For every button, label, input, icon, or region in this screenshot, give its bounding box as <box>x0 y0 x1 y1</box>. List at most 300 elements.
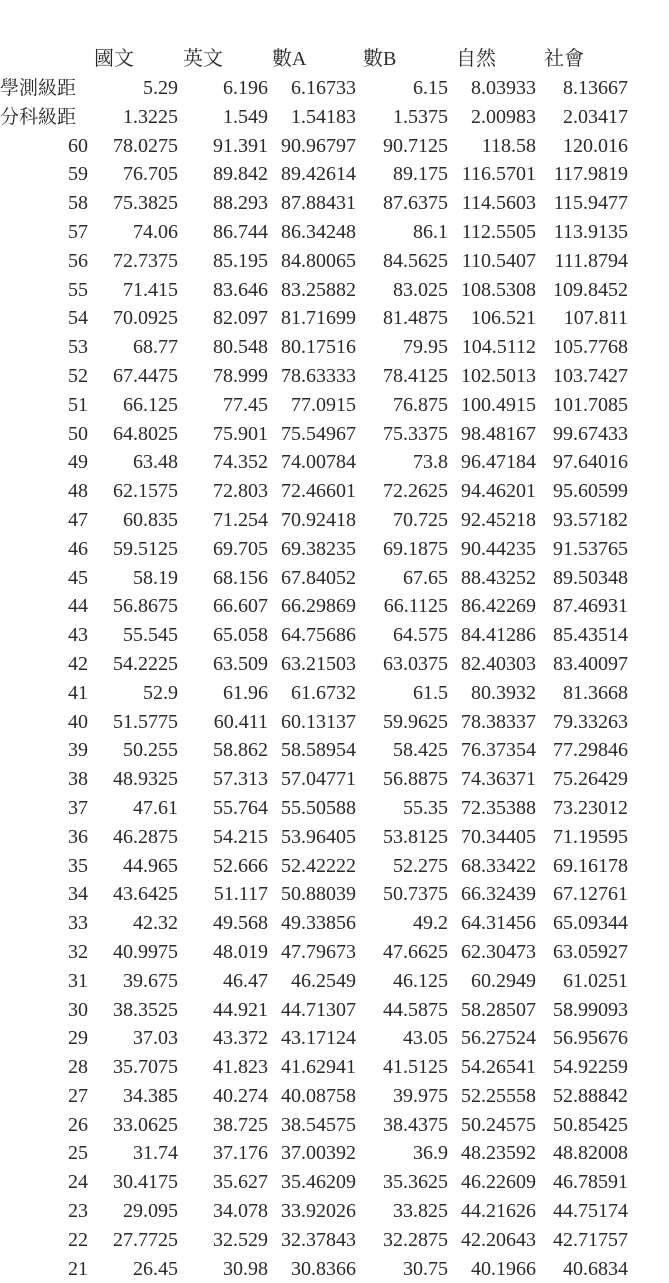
table-cell: 38.725 <box>213 1113 268 1136</box>
table-cell: 52.666 <box>213 854 268 877</box>
table-cell: 70.92418 <box>281 508 356 531</box>
row-label: 25 <box>68 1142 88 1165</box>
table-cell: 75.3825 <box>113 192 178 215</box>
table-cell: 113.9135 <box>553 220 628 243</box>
table-cell: 1.3225 <box>123 105 178 128</box>
table-row <box>0 909 669 938</box>
table-cell: 1.5375 <box>393 105 448 128</box>
table-cell: 120.016 <box>563 134 628 157</box>
table-cell: 44.75174 <box>553 1200 628 1223</box>
table-cell: 68.77 <box>133 336 178 359</box>
row-label: 28 <box>68 1056 88 1079</box>
table-cell: 86.744 <box>213 220 268 243</box>
table-cell: 72.46601 <box>281 480 356 503</box>
table-cell: 86.42269 <box>461 595 536 618</box>
table-cell: 81.3668 <box>563 681 628 704</box>
table-cell: 43.05 <box>403 1027 448 1050</box>
table-cell: 74.352 <box>213 451 268 474</box>
table-cell: 63.05927 <box>553 940 628 963</box>
table-cell: 37.176 <box>213 1142 268 1165</box>
table-cell: 38.3525 <box>113 998 178 1021</box>
table-cell: 72.803 <box>213 480 268 503</box>
table-cell: 60.835 <box>123 508 178 531</box>
table-row <box>0 765 669 794</box>
column-header-math-a: 數A <box>272 48 307 70</box>
table-row <box>0 160 669 189</box>
score-table <box>0 44 669 1283</box>
table-cell: 87.46931 <box>553 595 628 618</box>
table-cell: 56.95676 <box>553 1027 628 1050</box>
table-cell: 102.5013 <box>461 364 536 387</box>
table-cell: 78.0275 <box>113 134 178 157</box>
table-cell: 40.08758 <box>281 1084 356 1107</box>
table-row <box>0 362 669 391</box>
table-cell: 75.901 <box>213 422 268 445</box>
table-cell: 97.64016 <box>553 451 628 474</box>
table-cell: 42.20643 <box>461 1228 536 1251</box>
table-cell: 38.54575 <box>281 1113 356 1136</box>
table-cell: 46.2875 <box>113 825 178 848</box>
table-cell: 47.6625 <box>383 940 448 963</box>
table-cell: 85.195 <box>213 249 268 272</box>
row-label: 32 <box>68 940 88 963</box>
table-cell: 60.13137 <box>281 710 356 733</box>
table-cell: 69.38235 <box>281 537 356 560</box>
table-cell: 6.15 <box>413 77 448 99</box>
table-cell: 46.125 <box>393 969 448 992</box>
table-cell: 89.175 <box>393 163 448 186</box>
table-cell: 33.825 <box>393 1200 448 1223</box>
table-cell: 68.33422 <box>461 854 536 877</box>
table-cell: 44.965 <box>123 854 178 877</box>
table-cell: 69.1875 <box>383 537 448 560</box>
table-row <box>0 420 669 449</box>
row-label: 55 <box>68 278 88 301</box>
table-cell: 96.47184 <box>461 451 536 474</box>
table-cell: 56.27524 <box>461 1027 536 1050</box>
table-cell: 63.48 <box>133 451 178 474</box>
table-cell: 39.975 <box>393 1084 448 1107</box>
table-cell: 79.95 <box>403 336 448 359</box>
table-cell: 47.61 <box>133 796 178 819</box>
table-cell: 33.0625 <box>113 1113 178 1136</box>
table-cell: 51.5775 <box>113 710 178 733</box>
table-cell: 50.88039 <box>281 883 356 906</box>
row-label: 37 <box>68 796 88 819</box>
row-label: 42 <box>68 652 88 675</box>
table-row <box>0 1082 669 1111</box>
table-cell: 40.1966 <box>471 1257 536 1280</box>
table-cell: 41.823 <box>213 1056 268 1079</box>
table-cell: 78.999 <box>213 364 268 387</box>
table-cell: 50.7375 <box>383 883 448 906</box>
table-cell: 59.5125 <box>113 537 178 560</box>
table-cell: 70.34405 <box>461 825 536 848</box>
row-label: 23 <box>68 1200 88 1223</box>
table-cell: 70.0925 <box>113 307 178 330</box>
table-cell: 101.7085 <box>553 393 628 416</box>
table-cell: 49.568 <box>213 912 268 935</box>
table-cell: 86.34248 <box>281 220 356 243</box>
table-cell: 64.8025 <box>113 422 178 445</box>
table-cell: 46.2549 <box>291 969 356 992</box>
table-cell: 6.196 <box>223 77 268 99</box>
table-body <box>0 74 669 1283</box>
special-row <box>0 74 669 103</box>
table-cell: 59.9625 <box>383 710 448 733</box>
table-cell: 76.705 <box>123 163 178 186</box>
row-label: 學測級距 <box>0 77 77 99</box>
table-row <box>0 564 669 593</box>
table-cell: 69.16178 <box>553 854 628 877</box>
row-label: 52 <box>68 364 88 387</box>
table-cell: 90.7125 <box>383 134 448 157</box>
table-cell: 110.5407 <box>461 249 536 272</box>
table-cell: 89.842 <box>213 163 268 186</box>
table-cell: 58.19 <box>133 566 178 589</box>
table-cell: 72.2625 <box>383 480 448 503</box>
table-cell: 55.35 <box>403 796 448 819</box>
column-header-social: 社會 <box>544 48 584 70</box>
table-cell: 71.415 <box>123 278 178 301</box>
table-cell: 34.385 <box>123 1084 178 1107</box>
table-cell: 30.75 <box>403 1257 448 1280</box>
table-cell: 50.255 <box>123 739 178 762</box>
table-cell: 114.5603 <box>461 192 536 215</box>
table-row <box>0 1053 669 1082</box>
table-cell: 63.0375 <box>383 652 448 675</box>
table-cell: 30.8366 <box>291 1257 356 1280</box>
table-cell: 35.46209 <box>281 1171 356 1194</box>
table-cell: 55.545 <box>123 624 178 647</box>
table-header-row <box>0 44 669 74</box>
row-label: 21 <box>68 1257 88 1280</box>
row-label: 51 <box>68 393 88 416</box>
table-cell: 74.00784 <box>281 451 356 474</box>
table-cell: 27.7725 <box>113 1228 178 1251</box>
table-cell: 41.62941 <box>281 1056 356 1079</box>
table-cell: 32.2875 <box>383 1228 448 1251</box>
table-cell: 92.45218 <box>461 508 536 531</box>
row-label: 40 <box>68 710 88 733</box>
table-cell: 56.8675 <box>113 595 178 618</box>
table-cell: 98.48167 <box>461 422 536 445</box>
row-label: 49 <box>68 451 88 474</box>
table-row <box>0 967 669 996</box>
row-label: 33 <box>68 912 88 935</box>
table-cell: 64.31456 <box>461 912 536 935</box>
table-cell: 39.675 <box>123 969 178 992</box>
table-cell: 112.5505 <box>461 220 536 243</box>
row-label: 39 <box>68 739 88 762</box>
table-cell: 107.811 <box>563 307 628 330</box>
table-cell: 90.96797 <box>281 134 356 157</box>
table-row <box>0 938 669 967</box>
table-cell: 67.12761 <box>553 883 628 906</box>
table-cell: 87.88431 <box>281 192 356 215</box>
table-row <box>0 996 669 1025</box>
table-cell: 72.7375 <box>113 249 178 272</box>
table-cell: 30.4175 <box>113 1171 178 1194</box>
table-row <box>0 1111 669 1140</box>
table-cell: 60.411 <box>213 710 268 733</box>
row-label: 50 <box>68 422 88 445</box>
table-cell: 58.425 <box>393 739 448 762</box>
table-row <box>0 736 669 765</box>
table-cell: 105.7768 <box>553 336 628 359</box>
row-label: 46 <box>68 537 88 560</box>
table-cell: 118.58 <box>481 134 536 157</box>
table-cell: 46.22609 <box>461 1171 536 1194</box>
table-cell: 8.13667 <box>563 77 628 99</box>
table-cell: 53.96405 <box>281 825 356 848</box>
table-cell: 83.40097 <box>553 652 628 675</box>
table-cell: 48.019 <box>213 940 268 963</box>
table-cell: 83.025 <box>393 278 448 301</box>
table-cell: 51.117 <box>213 883 268 906</box>
row-label: 56 <box>68 249 88 272</box>
row-label: 分科級距 <box>0 105 77 128</box>
table-cell: 54.26541 <box>461 1056 536 1079</box>
table-cell: 42.71757 <box>553 1228 628 1251</box>
table-cell: 83.646 <box>213 278 268 301</box>
table-cell: 57.04771 <box>281 768 356 791</box>
column-header-chinese: 國文 <box>94 48 134 70</box>
table-cell: 111.8794 <box>554 249 628 272</box>
table-row <box>0 1168 669 1197</box>
table-cell: 77.45 <box>223 393 268 416</box>
row-label: 24 <box>68 1171 88 1194</box>
table-cell: 31.74 <box>133 1142 178 1165</box>
table-cell: 74.36371 <box>461 768 536 791</box>
table-cell: 37.03 <box>133 1027 178 1050</box>
table-cell: 54.215 <box>213 825 268 848</box>
table-cell: 79.33263 <box>553 710 628 733</box>
row-label: 54 <box>68 307 88 330</box>
table-cell: 100.4915 <box>461 393 536 416</box>
table-cell: 88.43252 <box>461 566 536 589</box>
row-label: 43 <box>68 624 88 647</box>
table-cell: 84.80065 <box>281 249 356 272</box>
table-cell: 36.9 <box>413 1142 448 1165</box>
table-cell: 60.2949 <box>471 969 536 992</box>
table-cell: 43.372 <box>213 1027 268 1050</box>
table-cell: 42.32 <box>133 912 178 935</box>
table-cell: 88.293 <box>213 192 268 215</box>
table-row <box>0 448 669 477</box>
table-cell: 73.8 <box>413 451 448 474</box>
table-cell: 68.156 <box>213 566 268 589</box>
table-cell: 73.23012 <box>553 796 628 819</box>
table-cell: 38.4375 <box>383 1113 448 1136</box>
table-cell: 30.98 <box>223 1257 268 1280</box>
table-cell: 58.99093 <box>553 998 628 1021</box>
table-cell: 35.627 <box>213 1171 268 1194</box>
row-label: 57 <box>68 220 88 243</box>
table-cell: 5.29 <box>143 77 178 99</box>
table-cell: 40.9975 <box>113 940 178 963</box>
table-cell: 77.29846 <box>553 739 628 762</box>
table-cell: 49.33856 <box>281 912 356 935</box>
table-cell: 61.6732 <box>291 681 356 704</box>
table-cell: 78.38337 <box>461 710 536 733</box>
special-row <box>0 103 669 132</box>
table-cell: 46.47 <box>223 969 268 992</box>
table-cell: 2.00983 <box>471 105 536 128</box>
table-row <box>0 189 669 218</box>
row-label: 22 <box>68 1228 88 1251</box>
table-row <box>0 1197 669 1226</box>
table-cell: 80.548 <box>213 336 268 359</box>
row-label: 47 <box>68 508 88 531</box>
table-cell: 32.37843 <box>281 1228 356 1251</box>
table-cell: 91.391 <box>213 134 268 157</box>
table-cell: 63.509 <box>213 652 268 675</box>
table-cell: 53.8125 <box>383 825 448 848</box>
row-label: 29 <box>68 1027 88 1050</box>
row-label: 58 <box>68 192 88 215</box>
table-cell: 86.1 <box>413 220 448 243</box>
table-cell: 37.00392 <box>281 1142 356 1165</box>
row-label: 59 <box>68 163 88 186</box>
table-cell: 61.96 <box>223 681 268 704</box>
row-label: 36 <box>68 825 88 848</box>
table-cell: 87.6375 <box>383 192 448 215</box>
table-row <box>0 823 669 852</box>
table-cell: 69.705 <box>213 537 268 560</box>
row-label: 45 <box>68 566 88 589</box>
row-label: 31 <box>68 969 88 992</box>
row-label: 34 <box>68 883 88 906</box>
table-cell: 52.9 <box>143 681 178 704</box>
table-cell: 78.63333 <box>281 364 356 387</box>
table-cell: 61.5 <box>413 681 448 704</box>
table-cell: 83.25882 <box>281 278 356 301</box>
table-cell: 67.65 <box>403 566 448 589</box>
table-cell: 65.058 <box>213 624 268 647</box>
table-cell: 55.764 <box>213 796 268 819</box>
table-row <box>0 247 669 276</box>
table-cell: 40.6834 <box>563 1257 628 1280</box>
table-cell: 77.0915 <box>291 393 356 416</box>
table-cell: 106.521 <box>471 307 536 330</box>
table-cell: 108.5308 <box>461 278 536 301</box>
table-cell: 75.54967 <box>281 422 356 445</box>
table-cell: 57.313 <box>213 768 268 791</box>
table-row <box>0 477 669 506</box>
table-cell: 99.67433 <box>553 422 628 445</box>
table-cell: 49.2 <box>413 912 448 935</box>
table-cell: 34.078 <box>213 1200 268 1223</box>
table-cell: 117.9819 <box>553 163 628 186</box>
table-cell: 61.0251 <box>563 969 628 992</box>
table-row <box>0 333 669 362</box>
table-cell: 67.84052 <box>281 566 356 589</box>
table-cell: 72.35388 <box>461 796 536 819</box>
table-cell: 52.25558 <box>461 1084 536 1107</box>
table-cell: 71.254 <box>213 508 268 531</box>
table-cell: 76.37354 <box>461 739 536 762</box>
table-row <box>0 1255 669 1283</box>
table-cell: 33.92026 <box>281 1200 356 1223</box>
row-label: 48 <box>68 480 88 503</box>
table-cell: 48.23592 <box>461 1142 536 1165</box>
table-cell: 66.1125 <box>383 595 448 618</box>
table-cell: 81.71699 <box>281 307 356 330</box>
table-row <box>0 708 669 737</box>
table-cell: 66.607 <box>213 595 268 618</box>
row-label: 41 <box>68 681 88 704</box>
table-cell: 66.29869 <box>281 595 356 618</box>
table-row <box>0 218 669 247</box>
table-cell: 65.09344 <box>553 912 628 935</box>
table-row <box>0 304 669 333</box>
table-cell: 43.6425 <box>113 883 178 906</box>
table-cell: 50.24575 <box>461 1113 536 1136</box>
table-cell: 1.549 <box>223 105 268 128</box>
table-cell: 62.30473 <box>461 940 536 963</box>
table-cell: 116.5701 <box>461 163 536 186</box>
table-cell: 93.57182 <box>553 508 628 531</box>
table-cell: 32.529 <box>213 1228 268 1251</box>
table-cell: 85.43514 <box>553 624 628 647</box>
table-cell: 2.03417 <box>563 105 628 128</box>
table-cell: 52.275 <box>393 854 448 877</box>
table-cell: 52.88842 <box>553 1084 628 1107</box>
table-row <box>0 650 669 679</box>
table-cell: 115.9477 <box>553 192 628 215</box>
table-cell: 82.40303 <box>461 652 536 675</box>
table-cell: 66.125 <box>123 393 178 416</box>
table-row <box>0 1139 669 1168</box>
table-cell: 94.46201 <box>461 480 536 503</box>
table-cell: 46.78591 <box>553 1171 628 1194</box>
column-header-science: 自然 <box>456 48 496 70</box>
table-cell: 26.45 <box>133 1257 178 1280</box>
table-cell: 104.5112 <box>461 336 536 359</box>
table-cell: 1.54183 <box>291 105 356 128</box>
row-label: 53 <box>68 336 88 359</box>
row-label: 44 <box>68 595 88 618</box>
table-cell: 58.28507 <box>461 998 536 1021</box>
row-label: 27 <box>68 1084 88 1107</box>
table-cell: 63.21503 <box>281 652 356 675</box>
table-cell: 75.26429 <box>553 768 628 791</box>
table-cell: 29.095 <box>123 1200 178 1223</box>
table-cell: 6.16733 <box>291 77 356 99</box>
table-row <box>0 276 669 305</box>
table-cell: 80.3932 <box>471 681 536 704</box>
row-label: 60 <box>68 134 88 157</box>
table-cell: 109.8452 <box>553 278 628 301</box>
table-row <box>0 132 669 161</box>
table-cell: 48.9325 <box>113 768 178 791</box>
table-cell: 95.60599 <box>553 480 628 503</box>
table-cell: 89.42614 <box>281 163 356 186</box>
table-cell: 70.725 <box>393 508 448 531</box>
table-cell: 8.03933 <box>471 77 536 99</box>
table-cell: 41.5125 <box>383 1056 448 1079</box>
table-cell: 35.3625 <box>383 1171 448 1194</box>
table-cell: 82.097 <box>213 307 268 330</box>
table-row <box>0 794 669 823</box>
table-cell: 84.41286 <box>461 624 536 647</box>
row-label: 26 <box>68 1113 88 1136</box>
table-cell: 56.8875 <box>383 768 448 791</box>
table-cell: 48.82008 <box>553 1142 628 1165</box>
table-row <box>0 1226 669 1255</box>
table-row <box>0 506 669 535</box>
